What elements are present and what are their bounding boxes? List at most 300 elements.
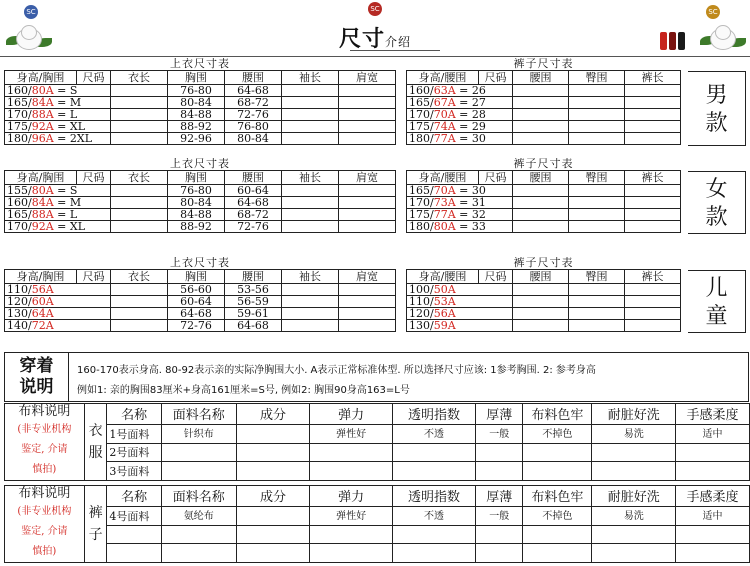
waist-cell: 68-72 [225,97,282,109]
pants-length-cell [625,85,681,97]
sleeve-cell [282,284,339,296]
column-header: 腰围 [513,270,569,284]
fabric-fabric-cell [161,462,236,481]
column-header: 身高/胸围 [5,270,77,284]
table-row [5,296,396,308]
fabric-name-cell: 1号面料 [107,424,161,443]
height-chest-cell: 155/80A = S [5,185,111,197]
waist-cell: 53-56 [225,284,282,296]
table-row [5,109,396,121]
length-cell [111,284,168,296]
chest-cell: 76-80 [168,185,225,197]
waist-cell: 76-80 [225,121,282,133]
height-waist-cell: 165/67A = 27 [407,97,513,109]
waist-cell: 64-68 [225,320,282,332]
fabric-row [5,544,750,563]
pants-size-table [406,158,681,233]
column-header: 腰围 [225,71,282,85]
waist-cell [513,308,569,320]
column-header: 衣长 [111,270,168,284]
table-row [5,97,396,109]
fabric-comp-cell [236,462,310,481]
shoulder-cell [339,308,396,320]
pants-length-cell [625,308,681,320]
length-cell [111,133,168,145]
height-waist-cell: 120/56A [407,308,513,320]
column-header: 衣长 [111,171,168,185]
fabric-elastic-cell [310,443,392,462]
height-chest-cell: 110/56A [5,284,111,296]
height-chest-cell: 165/84A = M [5,97,111,109]
height-chest-cell: 165/88A = L [5,209,111,221]
pants-size-table [406,58,681,145]
table-row [5,133,396,145]
waist-cell: 68-72 [225,209,282,221]
hip-cell [569,320,625,332]
pants-length-cell [625,109,681,121]
sleeve-cell [282,85,339,97]
column-header: 胸围 [168,71,225,85]
column-header: 臀围 [569,270,625,284]
hip-cell [569,185,625,197]
waist-cell [513,85,569,97]
fabric-trans-cell [392,443,475,462]
length-cell [111,197,168,209]
waist-cell [513,185,569,197]
fabric-column-header: 弹力 [310,404,392,425]
fabric-row [5,443,750,462]
height-chest-cell: 180/96A = 2XL [5,133,111,145]
column-header: 身高/腰围 [407,171,479,185]
chest-cell: 88-92 [168,221,225,233]
fabric-row [5,525,750,544]
height-waist-cell: 110/53A [407,296,513,308]
fabric-name-cell: 3号面料 [107,462,161,481]
column-header: 尺码 [479,270,513,284]
length-cell [111,209,168,221]
pants-length-cell [625,209,681,221]
shoulder-cell [339,133,396,145]
fabric-name-cell: 2号面料 [107,443,161,462]
hip-cell [569,209,625,221]
pants-length-cell [625,284,681,296]
table-row [5,85,396,97]
top-size-table [4,158,396,233]
column-header: 肩宽 [339,171,396,185]
table-row [407,121,681,133]
height-waist-cell: 130/59A [407,320,513,332]
fabric-comp-cell [236,525,310,544]
garment-part-label: 衣 服 [84,404,107,481]
fabric-color-cell [523,462,592,481]
fabric-thick-cell: 一般 [476,424,523,443]
column-header: 腰围 [225,270,282,284]
hip-cell [569,284,625,296]
column-header: 袖长 [282,71,339,85]
column-header: 身高/腰围 [407,270,479,284]
top-size-table [4,257,396,332]
chest-cell: 80-84 [168,97,225,109]
fabric-column-header: 手感柔度 [675,486,749,507]
table-row [407,109,681,121]
fabric-feel-cell [675,443,749,462]
height-chest-cell: 130/64A [5,308,111,320]
brand-badge-right-icon: SC [706,5,720,19]
fabric-thick-cell: 一般 [476,506,523,525]
shoulder-cell [339,185,396,197]
sleeve-cell [282,209,339,221]
table-row [407,320,681,332]
fabric-name-cell [107,544,161,563]
column-header: 尺码 [77,270,111,284]
height-chest-cell: 160/80A = S [5,85,111,97]
fabric-row [5,462,750,481]
waist-cell [513,296,569,308]
waist-cell [513,284,569,296]
pants-length-cell [625,197,681,209]
chest-cell: 76-80 [168,85,225,97]
fabric-thick-cell [476,544,523,563]
fabric-table [4,403,750,481]
table-row [5,320,396,332]
table-row [5,121,396,133]
fabric-fabric-cell [161,525,236,544]
column-header: 袖长 [282,171,339,185]
fabric-feel-cell [675,462,749,481]
hip-cell [569,308,625,320]
fabric-feel-cell [675,544,749,563]
table-row [407,284,681,296]
waist-cell: 59-61 [225,308,282,320]
waist-cell: 72-76 [225,109,282,121]
chest-cell: 92-96 [168,133,225,145]
fabric-trans-cell [392,544,475,563]
table-row [407,197,681,209]
hip-cell [569,121,625,133]
fabric-column-header: 透明指数 [392,486,475,507]
fabric-fabric-cell: 针织布 [161,424,236,443]
table-row [5,284,396,296]
column-header: 尺码 [479,71,513,85]
pants-length-cell [625,133,681,145]
column-header: 臀围 [569,171,625,185]
shoulder-cell [339,296,396,308]
table-row [5,221,396,233]
fabric-table [4,485,750,563]
length-cell [111,221,168,233]
shoulder-cell [339,197,396,209]
waist-cell [513,209,569,221]
shoulder-cell [339,284,396,296]
fabric-elastic-cell [310,544,392,563]
waist-cell [513,133,569,145]
fabric-column-header: 厚薄 [476,404,523,425]
shoulder-cell [339,97,396,109]
chest-cell: 56-60 [168,284,225,296]
table-row [5,185,396,197]
length-cell [111,121,168,133]
waist-cell: 72-76 [225,221,282,233]
fabric-comp-cell [236,506,310,525]
table-row [407,97,681,109]
hip-cell [569,133,625,145]
height-chest-cell: 170/88A = L [5,109,111,121]
fabric-label: 布料说明 (非专业机构 鉴定, 介请 慎拍) [5,404,85,481]
hip-cell [569,197,625,209]
table-row [5,197,396,209]
fabric-elastic-cell [310,462,392,481]
height-waist-cell: 175/74A = 29 [407,121,513,133]
thread-spool-red-icon [660,32,667,50]
shoulder-cell [339,221,396,233]
fabric-column-header: 布料色牢 [523,486,592,507]
hip-cell [569,109,625,121]
fabric-trans-cell [392,462,475,481]
fabric-column-header: 面料名称 [161,486,236,507]
sleeve-cell [282,221,339,233]
brand-badge-center-icon: SC [368,2,382,16]
table-row [407,133,681,145]
column-header: 腰围 [513,71,569,85]
height-chest-cell: 160/84A = M [5,197,111,209]
fabric-wash-cell [592,544,675,563]
fabric-color-cell [523,525,592,544]
hip-cell [569,221,625,233]
fabric-comp-cell [236,544,310,563]
fabric-thick-cell [476,443,523,462]
top-table-caption: 上衣尺寸表 [170,257,230,269]
fabric-color-cell: 不掉色 [523,424,592,443]
fabric-column-header: 手感柔度 [675,404,749,425]
wearing-instructions [4,352,749,402]
waist-cell: 60-64 [225,185,282,197]
fabric-column-header: 耐脏好洗 [592,404,675,425]
sleeve-cell [282,296,339,308]
fabric-fabric-cell: 氨纶布 [161,506,236,525]
fabric-elastic-cell: 弹性好 [310,424,392,443]
height-waist-cell: 170/73A = 31 [407,197,513,209]
fabric-column-header: 布料色牢 [523,404,592,425]
fabric-row [5,424,750,443]
column-header: 臀围 [569,71,625,85]
header-divider [0,56,750,57]
fabric-column-header: 耐脏好洗 [592,486,675,507]
waist-cell [513,221,569,233]
height-waist-cell: 175/77A = 32 [407,209,513,221]
fabric-color-cell [523,544,592,563]
waist-cell [513,109,569,121]
chest-cell: 72-76 [168,320,225,332]
pants-size-table [406,257,681,332]
fabric-feel-cell: 适中 [675,506,749,525]
gender-label: 男 款 [688,71,746,146]
pants-length-cell [625,296,681,308]
table-row [407,85,681,97]
wearing-instructions-label: 穿着 说明 [5,353,69,401]
shoulder-cell [339,109,396,121]
page-title: 尺寸介绍 [338,26,412,52]
fabric-feel-cell: 适中 [675,424,749,443]
column-header: 肩宽 [339,71,396,85]
fabric-column-header: 名称 [107,404,161,425]
sleeve-cell [282,121,339,133]
sleeve-cell [282,320,339,332]
length-cell [111,320,168,332]
height-waist-cell: 165/70A = 30 [407,185,513,197]
length-cell [111,97,168,109]
column-header: 身高/胸围 [5,71,77,85]
column-header: 胸围 [168,171,225,185]
fabric-column-header: 弹力 [310,486,392,507]
table-row [407,308,681,320]
fabric-column-header: 成分 [236,486,310,507]
chest-cell: 64-68 [168,308,225,320]
fabric-trans-cell: 不透 [392,424,475,443]
fabric-color-cell [523,443,592,462]
chest-cell: 60-64 [168,296,225,308]
pants-table-caption: 裤子尺寸表 [513,257,574,269]
waist-cell [513,197,569,209]
fabric-elastic-cell [310,525,392,544]
column-header: 尺码 [479,171,513,185]
height-waist-cell: 180/77A = 30 [407,133,513,145]
waist-cell [513,121,569,133]
fabric-thick-cell [476,462,523,481]
length-cell [111,185,168,197]
fabric-trans-cell: 不透 [392,506,475,525]
instructions-line-1: 160-170表示身高. 80-92表示亲的实际净胸围大小. A表示正常标准体型. 所以选择尺寸应该: 1参考胸围. 2: 参考身高 [77,365,596,376]
table-row [407,221,681,233]
fabric-comp-cell [236,424,310,443]
fabric-thick-cell [476,525,523,544]
column-header: 袖长 [282,270,339,284]
fabric-color-cell: 不掉色 [523,506,592,525]
column-header: 裤长 [625,71,681,85]
fabric-wash-cell: 易洗 [592,506,675,525]
pants-length-cell [625,97,681,109]
table-row [5,308,396,320]
fabric-column-header: 透明指数 [392,404,475,425]
top-table-caption: 上衣尺寸表 [170,58,230,70]
fabric-feel-cell [675,525,749,544]
gender-label: 女 款 [688,171,746,234]
thread-spool-black-icon [678,32,685,50]
chest-cell: 80-84 [168,197,225,209]
column-header: 腰围 [513,171,569,185]
fabric-column-header: 面料名称 [161,404,236,425]
table-row [5,209,396,221]
column-header: 胸围 [168,270,225,284]
waist-cell: 64-68 [225,85,282,97]
column-header: 裤长 [625,171,681,185]
table-row [407,296,681,308]
fabric-wash-cell [592,443,675,462]
sleeve-cell [282,308,339,320]
fabric-column-header: 名称 [107,486,161,507]
shoulder-cell [339,320,396,332]
column-header: 身高/胸围 [5,171,77,185]
shoulder-cell [339,85,396,97]
brand-badge-left-icon: SC [24,5,38,19]
sleeve-cell [282,97,339,109]
column-header: 身高/腰围 [407,71,479,85]
fabric-wash-cell [592,462,675,481]
fabric-wash-cell: 易洗 [592,424,675,443]
fabric-wash-cell [592,525,675,544]
length-cell [111,109,168,121]
table-row [407,185,681,197]
sleeve-cell [282,185,339,197]
length-cell [111,308,168,320]
column-header: 腰围 [225,171,282,185]
shoulder-cell [339,121,396,133]
height-waist-cell: 180/80A = 33 [407,221,513,233]
top-table-caption: 上衣尺寸表 [170,158,230,170]
column-header: 衣长 [111,71,168,85]
height-waist-cell: 170/70A = 28 [407,109,513,121]
chest-cell: 84-88 [168,209,225,221]
height-chest-cell: 140/72A [5,320,111,332]
column-header: 肩宽 [339,270,396,284]
height-chest-cell: 175/92A = XL [5,121,111,133]
title-underline [350,50,440,51]
column-header: 尺码 [77,171,111,185]
pants-length-cell [625,221,681,233]
page-header [0,0,750,56]
sleeve-cell [282,109,339,121]
instructions-line-2: 例如1: 亲的胸围83厘米+身高161厘米=S号, 例如2: 胸围90身高163=L号 [77,385,410,396]
pants-table-caption: 裤子尺寸表 [513,58,574,70]
pants-table-caption: 裤子尺寸表 [513,158,574,170]
hip-cell [569,97,625,109]
pants-length-cell [625,185,681,197]
top-size-table [4,58,396,145]
fabric-name-cell [107,525,161,544]
fabric-label: 布料说明 (非专业机构 鉴定, 介请 慎拍) [5,486,85,563]
fabric-row [5,506,750,525]
length-cell [111,85,168,97]
height-waist-cell: 100/50A [407,284,513,296]
height-chest-cell: 170/92A = XL [5,221,111,233]
table-row [407,209,681,221]
fabric-column-header: 厚薄 [476,486,523,507]
fabric-comp-cell [236,443,310,462]
chest-cell: 88-92 [168,121,225,133]
length-cell [111,296,168,308]
fabric-fabric-cell [161,544,236,563]
garment-part-label: 裤 子 [84,486,107,563]
white-rose-right-image [700,22,746,52]
column-header: 裤长 [625,270,681,284]
sleeve-cell [282,133,339,145]
shoulder-cell [339,209,396,221]
hip-cell [569,85,625,97]
hip-cell [569,296,625,308]
pants-length-cell [625,121,681,133]
height-chest-cell: 120/60A [5,296,111,308]
height-waist-cell: 160/63A = 26 [407,85,513,97]
waist-cell: 56-59 [225,296,282,308]
column-header: 尺码 [77,71,111,85]
pants-length-cell [625,320,681,332]
chest-cell: 84-88 [168,109,225,121]
waist-cell: 64-68 [225,197,282,209]
fabric-fabric-cell [161,443,236,462]
sleeve-cell [282,197,339,209]
thread-spool-dark-icon [669,32,676,50]
waist-cell: 80-84 [225,133,282,145]
waist-cell [513,97,569,109]
